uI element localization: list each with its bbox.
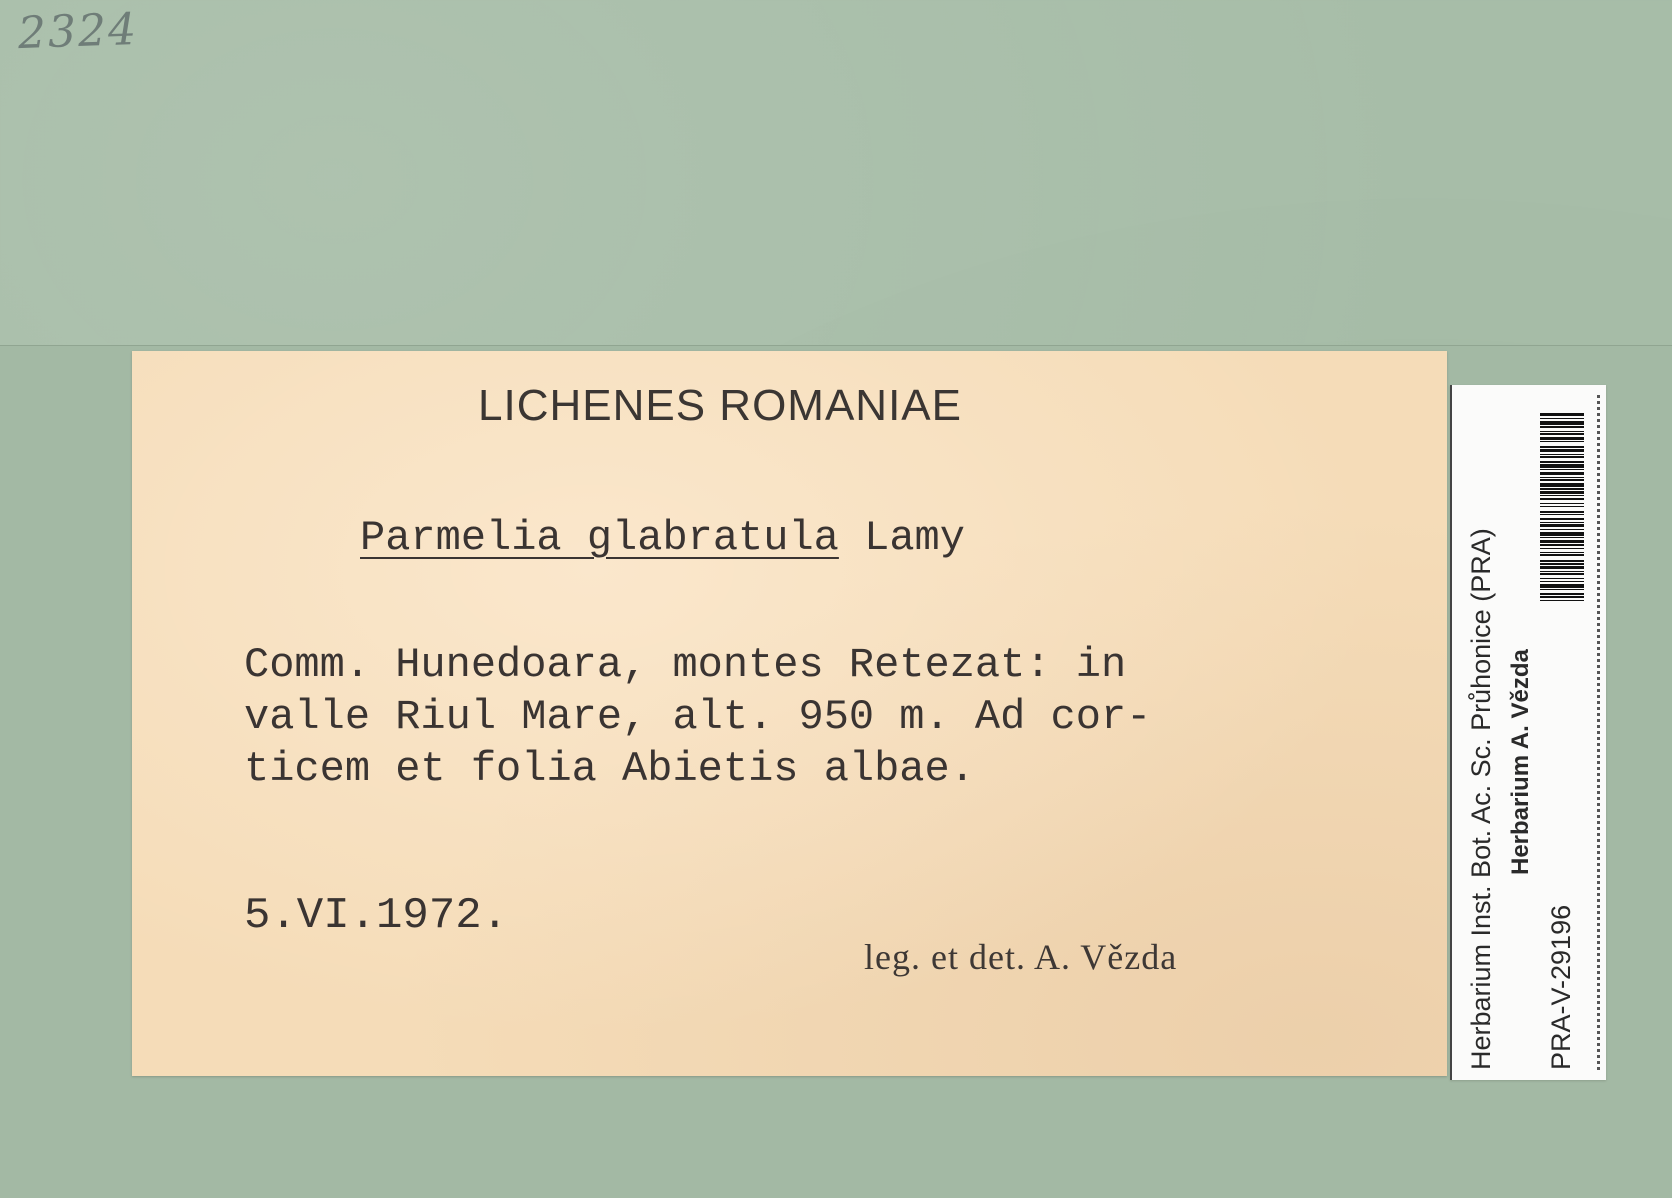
taxon-author: Lamy <box>864 514 965 562</box>
barcode-id: PRA-V-29196 <box>1546 904 1576 1070</box>
locality <box>244 639 1304 795</box>
series-title: LICHENES ROMANIAE <box>478 381 962 430</box>
barcode-icon <box>1540 413 1584 793</box>
taxon <box>360 514 965 562</box>
locality-line: Comm. Hunedoara, montes Retezat: in <box>244 641 1127 689</box>
herbarium-strip <box>1450 385 1606 1080</box>
collection-date: 5.VI.1972. <box>244 891 509 941</box>
specimen-label <box>132 351 1447 1076</box>
taxon-name: Parmelia glabratula <box>360 514 839 562</box>
locality-line: ticem et folia Abietis albae. <box>244 745 975 793</box>
handwritten-number: 2324 <box>17 3 139 60</box>
locality-line: valle Riul Mare, alt. 950 m. Ad cor- <box>244 693 1152 741</box>
collection-name: Herbarium A. Vězda <box>1507 649 1534 875</box>
collector: leg. et det. A. Vězda <box>864 937 1178 977</box>
perforation-line <box>1597 395 1600 1070</box>
institution-name: Herbarium Inst. Bot. Ac. Sc. Průhonice (PRA) <box>1466 528 1496 1070</box>
